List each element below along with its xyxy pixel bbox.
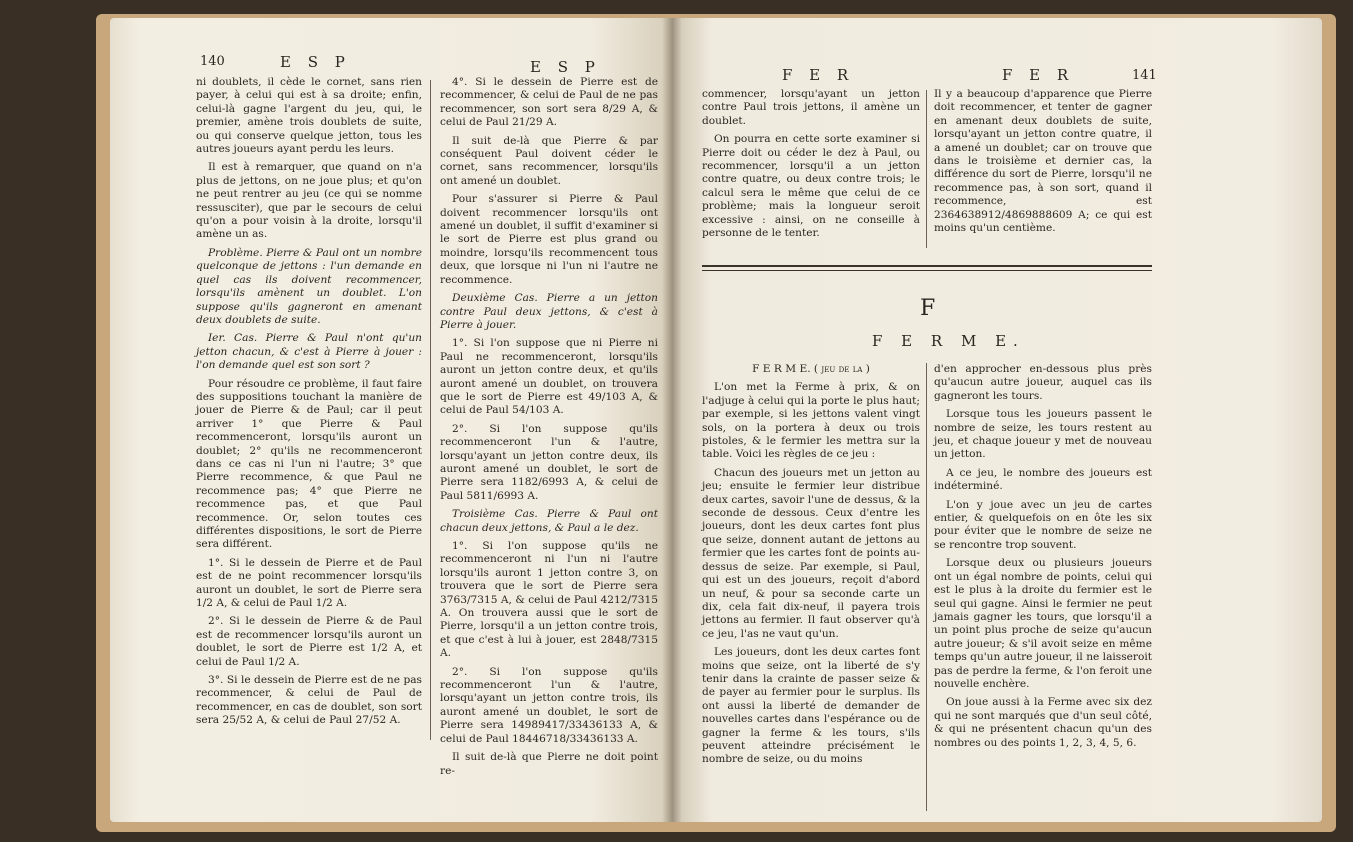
running-head-right-1: F E R (782, 66, 855, 84)
right-column-2-bottom (934, 363, 1152, 818)
paragraph: 2°. Si le dessein de Pierre & de Paul est de recommencer lorsqu'ils auront un doublet, le sort de Pierre est 1/2 A, et celui de Paul 1/2 A. (196, 615, 422, 668)
paragraph: 2°. Si l'on suppose qu'ils recommenceront l'un & l'autre, lorsqu'ayant un jetton contre deux, ils auront amené un doublet, le sort de Pierre sera 1182/6993 A, & celui de Paul 5811/6993 A. (440, 422, 658, 502)
paragraph: 1°. Si l'on suppose que ni Pierre ni Paul ne recommenceront, lorsqu'ils auront un jetton contre deux, et qu'ils auront amené un doublet, on trouvera que le sort de Pierre est 49/103 A, & celui de Paul 54/103 A. (440, 337, 658, 417)
paragraph: L'on met la Ferme à prix, & on l'adjuge à celui qui la porte le plus haut; par exemple, si les jettons valent vingt sols, on la portera à deux ou trois pistoles, & le fermier les mettra sur la table. Voici les règles de ce jeu : (702, 381, 920, 461)
left-page (110, 18, 672, 822)
paragraph: Pour résoudre ce problème, il faut faire des suppositions touchant la manière de jouer de Pierre & de Paul; car il peut arriver 1° que Pierre & Paul recommenceront, lorsqu'ils auront un doublet; 2° qu'ils ne recommenceront dans ce cas ni l'un ni l'autre; 3° que Pierre recommence, & que Paul ne recommence pas; 4° que Pierre ne recommence pas, et que Paul recommence. Or, selon toutes ces différentes dispositions, le sort de Pierre sera différent. (196, 377, 422, 551)
paragraph: commencer, lorsqu'ayant un jetton contre Paul trois jettons, il amène un doublet. (702, 88, 920, 127)
paragraph: Il est à remarquer, que quand on n'a plus de jettons, on ne joue plus; et qu'on ne peut rentrer au jeu (ce qui se nomme ressusciter), que par le secours de celui qu'on a pour voisin à la droite, lorsqu'il amène un as. (196, 161, 422, 241)
paragraph: Les joueurs, dont les deux cartes font moins que seize, ont la liberté de s'y tenir dans la crainte de passer seize & de payer au fermier pour le surplus. Ils ont aussi la liberté de demander de nouvelles cartes dans l'espérance ou de gagner la ferme & les tours, s'ils peuvent atteindre précisément le nombre de seize, ou du moins (702, 646, 920, 766)
left-column-1 (196, 76, 422, 816)
left-column-2 (440, 76, 658, 816)
running-head-right-2: F E R (1002, 66, 1075, 84)
section-letter: F (920, 296, 936, 321)
paragraph: 3°. Si le dessein de Pierre est de ne pas recommencer, & celui de Paul de recommencer, en cas de doublet, son sort sera 25/52 A, & celui de Paul 27/52 A. (196, 674, 422, 727)
paragraph: L'on y joue avec un jeu de cartes entier, & quelquefois on en ôte les six pour éviter que le nombre de seize ne se rencontre trop souvent. (934, 498, 1152, 551)
column-divider (926, 363, 927, 811)
paragraph: Il suit de-là que Pierre & par conséquent Paul doivent céder le cornet, sans recommencer, lorsqu'ils ont amené un doublet. (440, 134, 658, 187)
book-gutter (662, 18, 682, 822)
paragraph: Il suit de-là que Pierre ne doit point re- (440, 751, 658, 777)
right-column-1-top (702, 88, 920, 258)
problem-statement: Problème. Pierre & Paul ont un nombre quelconque de jettons : l'un demande en quel cas ils doivent recommencer, lorsqu'ils amènent un doublet. L'on suppose qu'ils gagneront en amenant deux doublets de suite. (196, 246, 422, 326)
paragraph: ni doublets, il cède le cornet, sans rien payer, à celui qui est à sa droite; enfin, celui-là gagne l'argent du jeu, qui, le premier, amène trois doublets de suite, ou qui conserve quelque jetton, tous les autres joueurs ayant perdu les leurs. (196, 76, 422, 156)
paragraph: 1°. Si l'on suppose qu'ils ne recommenceront ni l'un ni l'autre lorsqu'ils auront 1 jetton contre 3, on trouvera que le sort de Pierre sera 3763/7315 A, & celui de Paul 4212/7315 A. On trouvera aussi que le sort de Pierre, lorsqu'il a un jetton contre trois, et que c'est à lui à jouer, est 2848/7315 A. (440, 540, 658, 660)
entry-heading: F E R M E. ( jeu de la ) (752, 363, 870, 375)
column-divider (430, 80, 431, 740)
paragraph: On joue aussi à la Ferme avec six dez qui ne sont marqués que d'un seul côté, & qui ne présentent chacun qu'un des nombres ou des points 1, 2, 3, 4, 5, 6. (934, 696, 1152, 749)
case-heading: Ier. Cas. Pierre & Paul n'ont qu'un jetton chacun, & c'est à Pierre à jouer : l'on demande quel est son sort ? (196, 332, 422, 372)
paragraph: Il y a beaucoup d'apparence que Pierre doit recommencer, et tenter de gagner en amenant deux doublets de suite, lorsqu'ayant un jetton contre quatre, il a amené un doublet; car on trouve que dans le troisième et dernier cas, la différence du sort de Pierre, lorsqu'il ne recommence pas, à son sort, quand il recommence, est 2364638912/4869888609 A; ce qui est moins qu'un centième. (934, 88, 1152, 235)
paragraph: d'en approcher en-dessous plus près qu'aucun autre joueur, auquel cas ils gagneront les tours. (934, 363, 1152, 402)
case-heading: Deuxième Cas. Pierre a un jetton contre Paul deux jettons, & c'est à Pierre à jouer. (440, 292, 658, 331)
right-column-1-bottom (702, 363, 920, 818)
paragraph: Chacun des joueurs met un jetton au jeu; ensuite le fermier leur distribue deux cartes, savoir l'une de dessus, & la seconde de dessous. Ceux d'entre les joueurs, dont les deux cartes font plus que seize, donnent autant de jettons au fermier que les cartes font de points au-dessus de seize. Par exemple, si Paul, qui est un des joueurs, reçoit d'abord un neuf, & pour sa seconde carte un dix, cela fait dix-neuf, il payera trois jettons au fermier. Il faut observer qu'à ce jeu, l'as ne vaut qu'un. (702, 466, 920, 640)
right-column-2-top (934, 88, 1152, 258)
paragraph: 4°. Si le dessein de Pierre est de recommencer, & celui de Paul de ne pas recommencer, son sort sera 8/29 A, & celui de Paul 21/29 A. (440, 76, 658, 129)
paragraph: 1°. Si le dessein de Pierre et de Paul est de ne point recommencer lorsqu'ils auront un doublet, le sort de Pierre sera 1/2 A, & celui de Paul 1/2 A. (196, 556, 422, 610)
section-rule (702, 265, 1152, 271)
running-head-left-1: E S P (280, 53, 351, 71)
paragraph: On pourra en cette sorte examiner si Pierre doit ou céder le dez à Paul, ou recommencer, lorsqu'il a un jetton contre quatre, ou deux contre trois; le calcul sera le même que celui de ce problème; mais la longueur seroit excessive : ainsi, on ne conseille à personne de le tenter. (702, 133, 920, 240)
right-page (672, 18, 1322, 822)
case-heading: Troisième Cas. Pierre & Paul ont chacun deux jettons, & Paul a le dez. (440, 508, 658, 534)
paragraph: Lorsque deux ou plusieurs joueurs ont un égal nombre de points, celui qui est le plus à la droite du fermier est le seul qui gagne. Ainsi le fermier ne peut jamais gagner les tours, que lorsqu'il a un point plus proche de seize qu'aucun autre joueur; & s'il avoit seize en même temps qu'un autre joueur, il ne laisseroit pas de perdre la ferme, & l'on feroit une nouvelle enchère. (934, 557, 1152, 690)
page-number-left: 140 (200, 54, 225, 69)
section-title: F E R M E. (872, 332, 1025, 350)
paragraph: Lorsque tous les joueurs passent le nombre de seize, les tours restent au jeu, et chaque joueur y met de nouveau un jetton. (934, 408, 1152, 461)
paragraph: A ce jeu, le nombre des joueurs est indéterminé. (934, 466, 1152, 493)
column-divider (926, 90, 927, 248)
page-number-right: 141 (1132, 68, 1157, 83)
paragraph: 2°. Si l'on suppose qu'ils recommenceront l'un & l'autre, lorsqu'ayant un jetton contre trois, ils auront amené un doublet, le sort de Pierre sera 14989417/33436133 A, & celui de Paul 18446718/33436133 A. (440, 665, 658, 745)
paragraph: Pour s'assurer si Pierre & Paul doivent recommencer lorsqu'ils ont amené un doublet, il suffit d'examiner si le sort de Pierre est plus grand ou moindre, lorsqu'ils recommencent tous deux, que lorsque ni l'un ni l'autre ne recommence. (440, 193, 658, 286)
running-head-left-2: E S P (530, 58, 601, 76)
